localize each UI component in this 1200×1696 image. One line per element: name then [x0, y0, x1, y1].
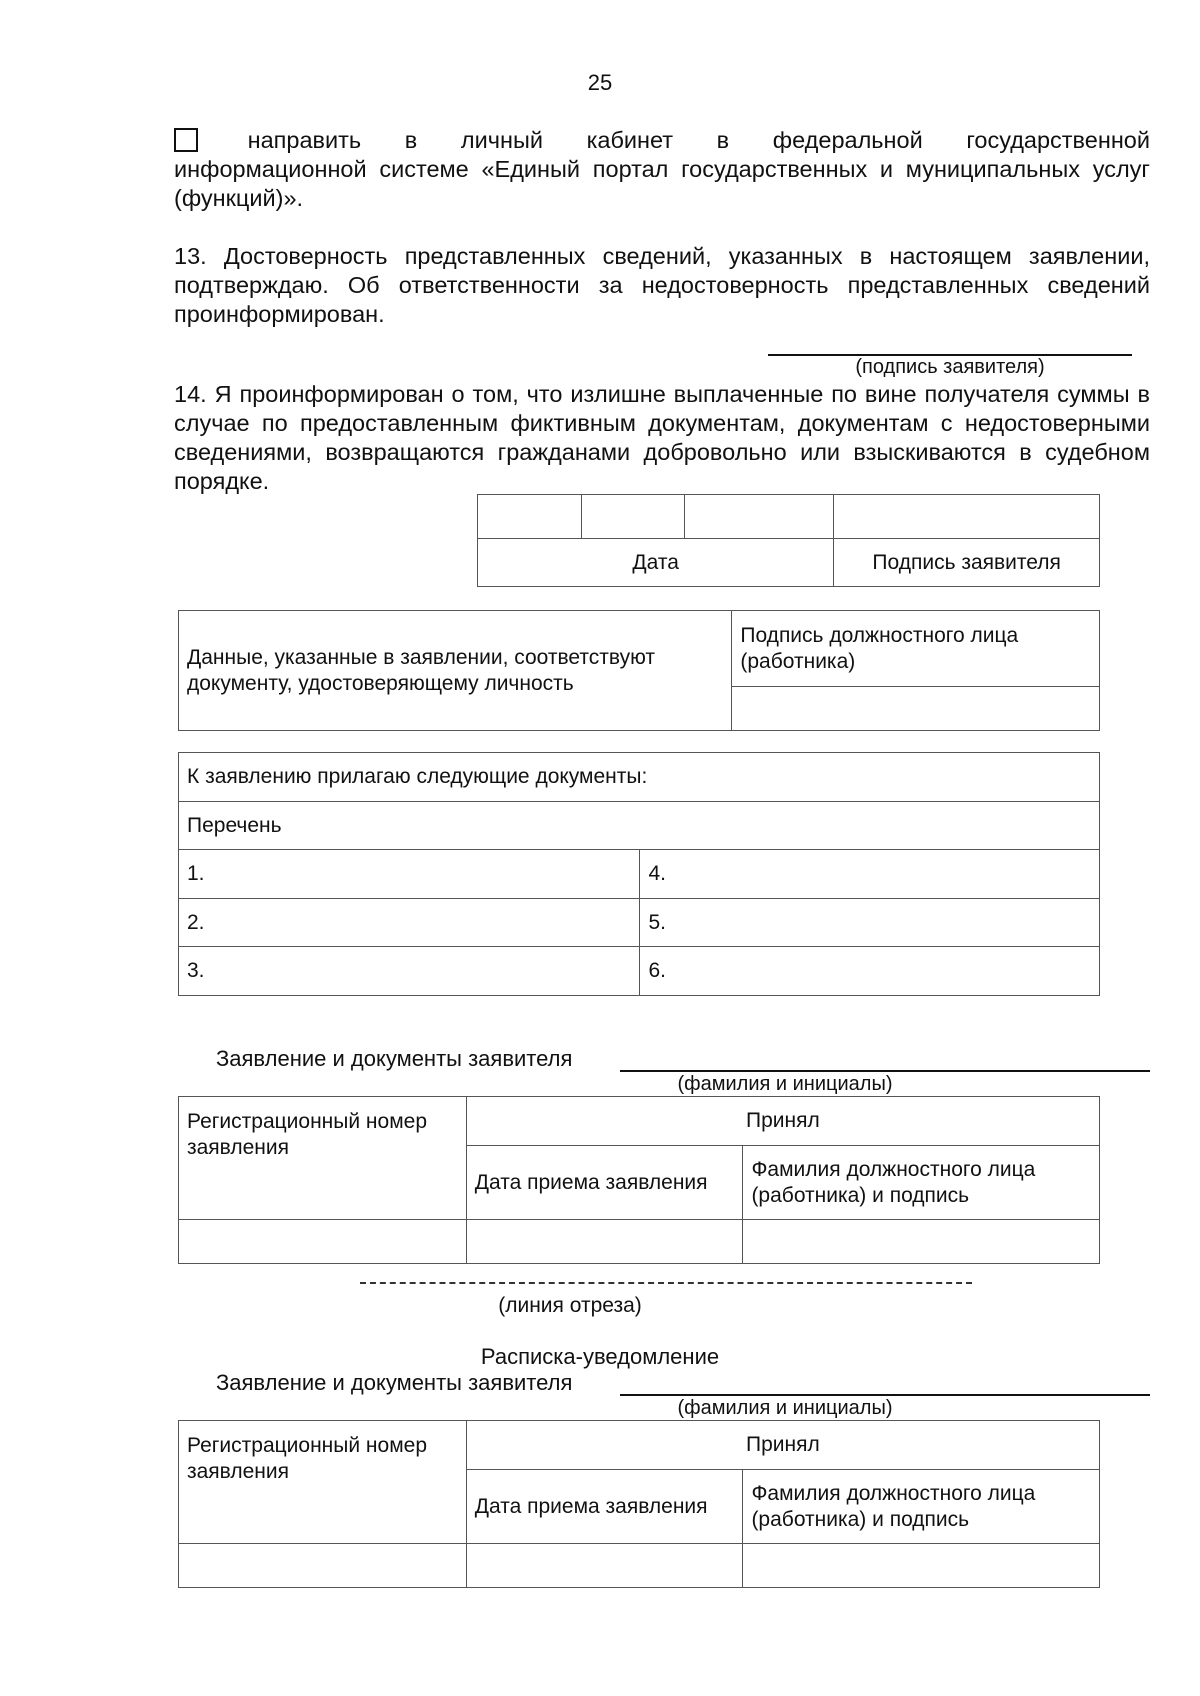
attachment-item-3[interactable]: 3.: [179, 947, 640, 996]
option-text-line1: направить в личный кабинет в федеральной государственной: [247, 127, 1150, 153]
date-month-cell[interactable]: [581, 495, 684, 539]
applicant-name-line-1[interactable]: [620, 1070, 1150, 1072]
applicant-documents-label-1: Заявление и документы заявителя: [216, 1046, 573, 1071]
page-number: 25: [587, 70, 613, 95]
receipt-title: Расписка-уведомление: [480, 1344, 720, 1369]
date-year-cell[interactable]: [684, 495, 834, 539]
date-received-cell-2[interactable]: [466, 1544, 743, 1588]
section-14-text: 14. Я проинформирован о том, что излишне выплаченные по вине получателя суммы в случае по предоставленным фиктивным документам, документам с недостоверными сведениями, возвращаются гражданами добровольно или взыскиваются в судебном порядке.: [174, 381, 1150, 494]
verification-statement: Данные, указанные в заявлении, соответствуют документу, удостоверяющему личность: [179, 611, 732, 731]
reg-number-label-1: Регистрационный номер заявления: [179, 1097, 467, 1220]
attachment-item-1[interactable]: 1.: [179, 850, 640, 899]
date-label: Дата: [478, 539, 834, 587]
signature-caption: (подпись заявителя): [855, 356, 1045, 378]
cut-line: [360, 1282, 972, 1284]
reg-number-cell-1[interactable]: [179, 1220, 467, 1264]
accepted-label-1: Принял: [466, 1097, 1099, 1146]
attachments-table: [178, 752, 1100, 996]
date-signature-table: [477, 494, 1100, 587]
option-line-1: [174, 126, 1150, 155]
reg-number-cell-2[interactable]: [179, 1544, 467, 1588]
date-day-cell[interactable]: [478, 495, 582, 539]
official-name-label-2: Фамилия должностного лица (работника) и подпись: [743, 1470, 1100, 1544]
attachments-header: К заявлению прилагаю следующие документы:: [179, 753, 1100, 802]
official-name-label-1: Фамилия должностного лица (работника) и подпись: [743, 1146, 1100, 1220]
applicant-name-line-2[interactable]: [620, 1394, 1150, 1396]
official-name-cell-2[interactable]: [743, 1544, 1100, 1588]
applicant-documents-label-2: Заявление и документы заявителя: [216, 1370, 573, 1395]
applicant-name-caption-1: (фамилия и инициалы): [677, 1073, 893, 1095]
date-received-label-2: Дата приема заявления: [466, 1470, 743, 1544]
registration-table-1: [178, 1096, 1100, 1264]
registration-table-2: [178, 1420, 1100, 1588]
attachment-item-6[interactable]: 6.: [640, 947, 1100, 996]
date-received-label-1: Дата приема заявления: [466, 1146, 743, 1220]
section-13-text: 13. Достоверность представленных сведений, указанных в настоящем заявлении, подтверждаю. Об ответственности за недостоверность представленных сведений проинформирован.: [174, 243, 1150, 327]
option-personal-cabinet: [174, 126, 1150, 213]
accepted-label-2: Принял: [466, 1421, 1099, 1470]
applicant-name-caption-2: (фамилия и инициалы): [677, 1397, 893, 1419]
personal-cabinet-checkbox[interactable]: [174, 128, 198, 152]
official-signature-label: Подпись должностного лица (работника): [732, 611, 1100, 687]
cut-line-caption: (линия отреза): [498, 1294, 642, 1317]
date-received-cell-1[interactable]: [466, 1220, 743, 1264]
reg-number-label-2: Регистрационный номер заявления: [179, 1421, 467, 1544]
attachment-item-4[interactable]: 4.: [640, 850, 1100, 899]
attachments-list-label: Перечень: [179, 802, 1100, 850]
official-signature-cell[interactable]: [732, 687, 1100, 731]
official-name-cell-1[interactable]: [743, 1220, 1100, 1264]
attachment-item-2[interactable]: 2.: [179, 899, 640, 947]
signature-cell[interactable]: [834, 495, 1100, 539]
attachment-item-5[interactable]: 5.: [640, 899, 1100, 947]
verification-table: [178, 610, 1100, 731]
signature-label: Подпись заявителя: [834, 539, 1100, 587]
option-text-rest: информационной системе «Единый портал государственных и муниципальных услуг (функций)».: [174, 156, 1150, 211]
